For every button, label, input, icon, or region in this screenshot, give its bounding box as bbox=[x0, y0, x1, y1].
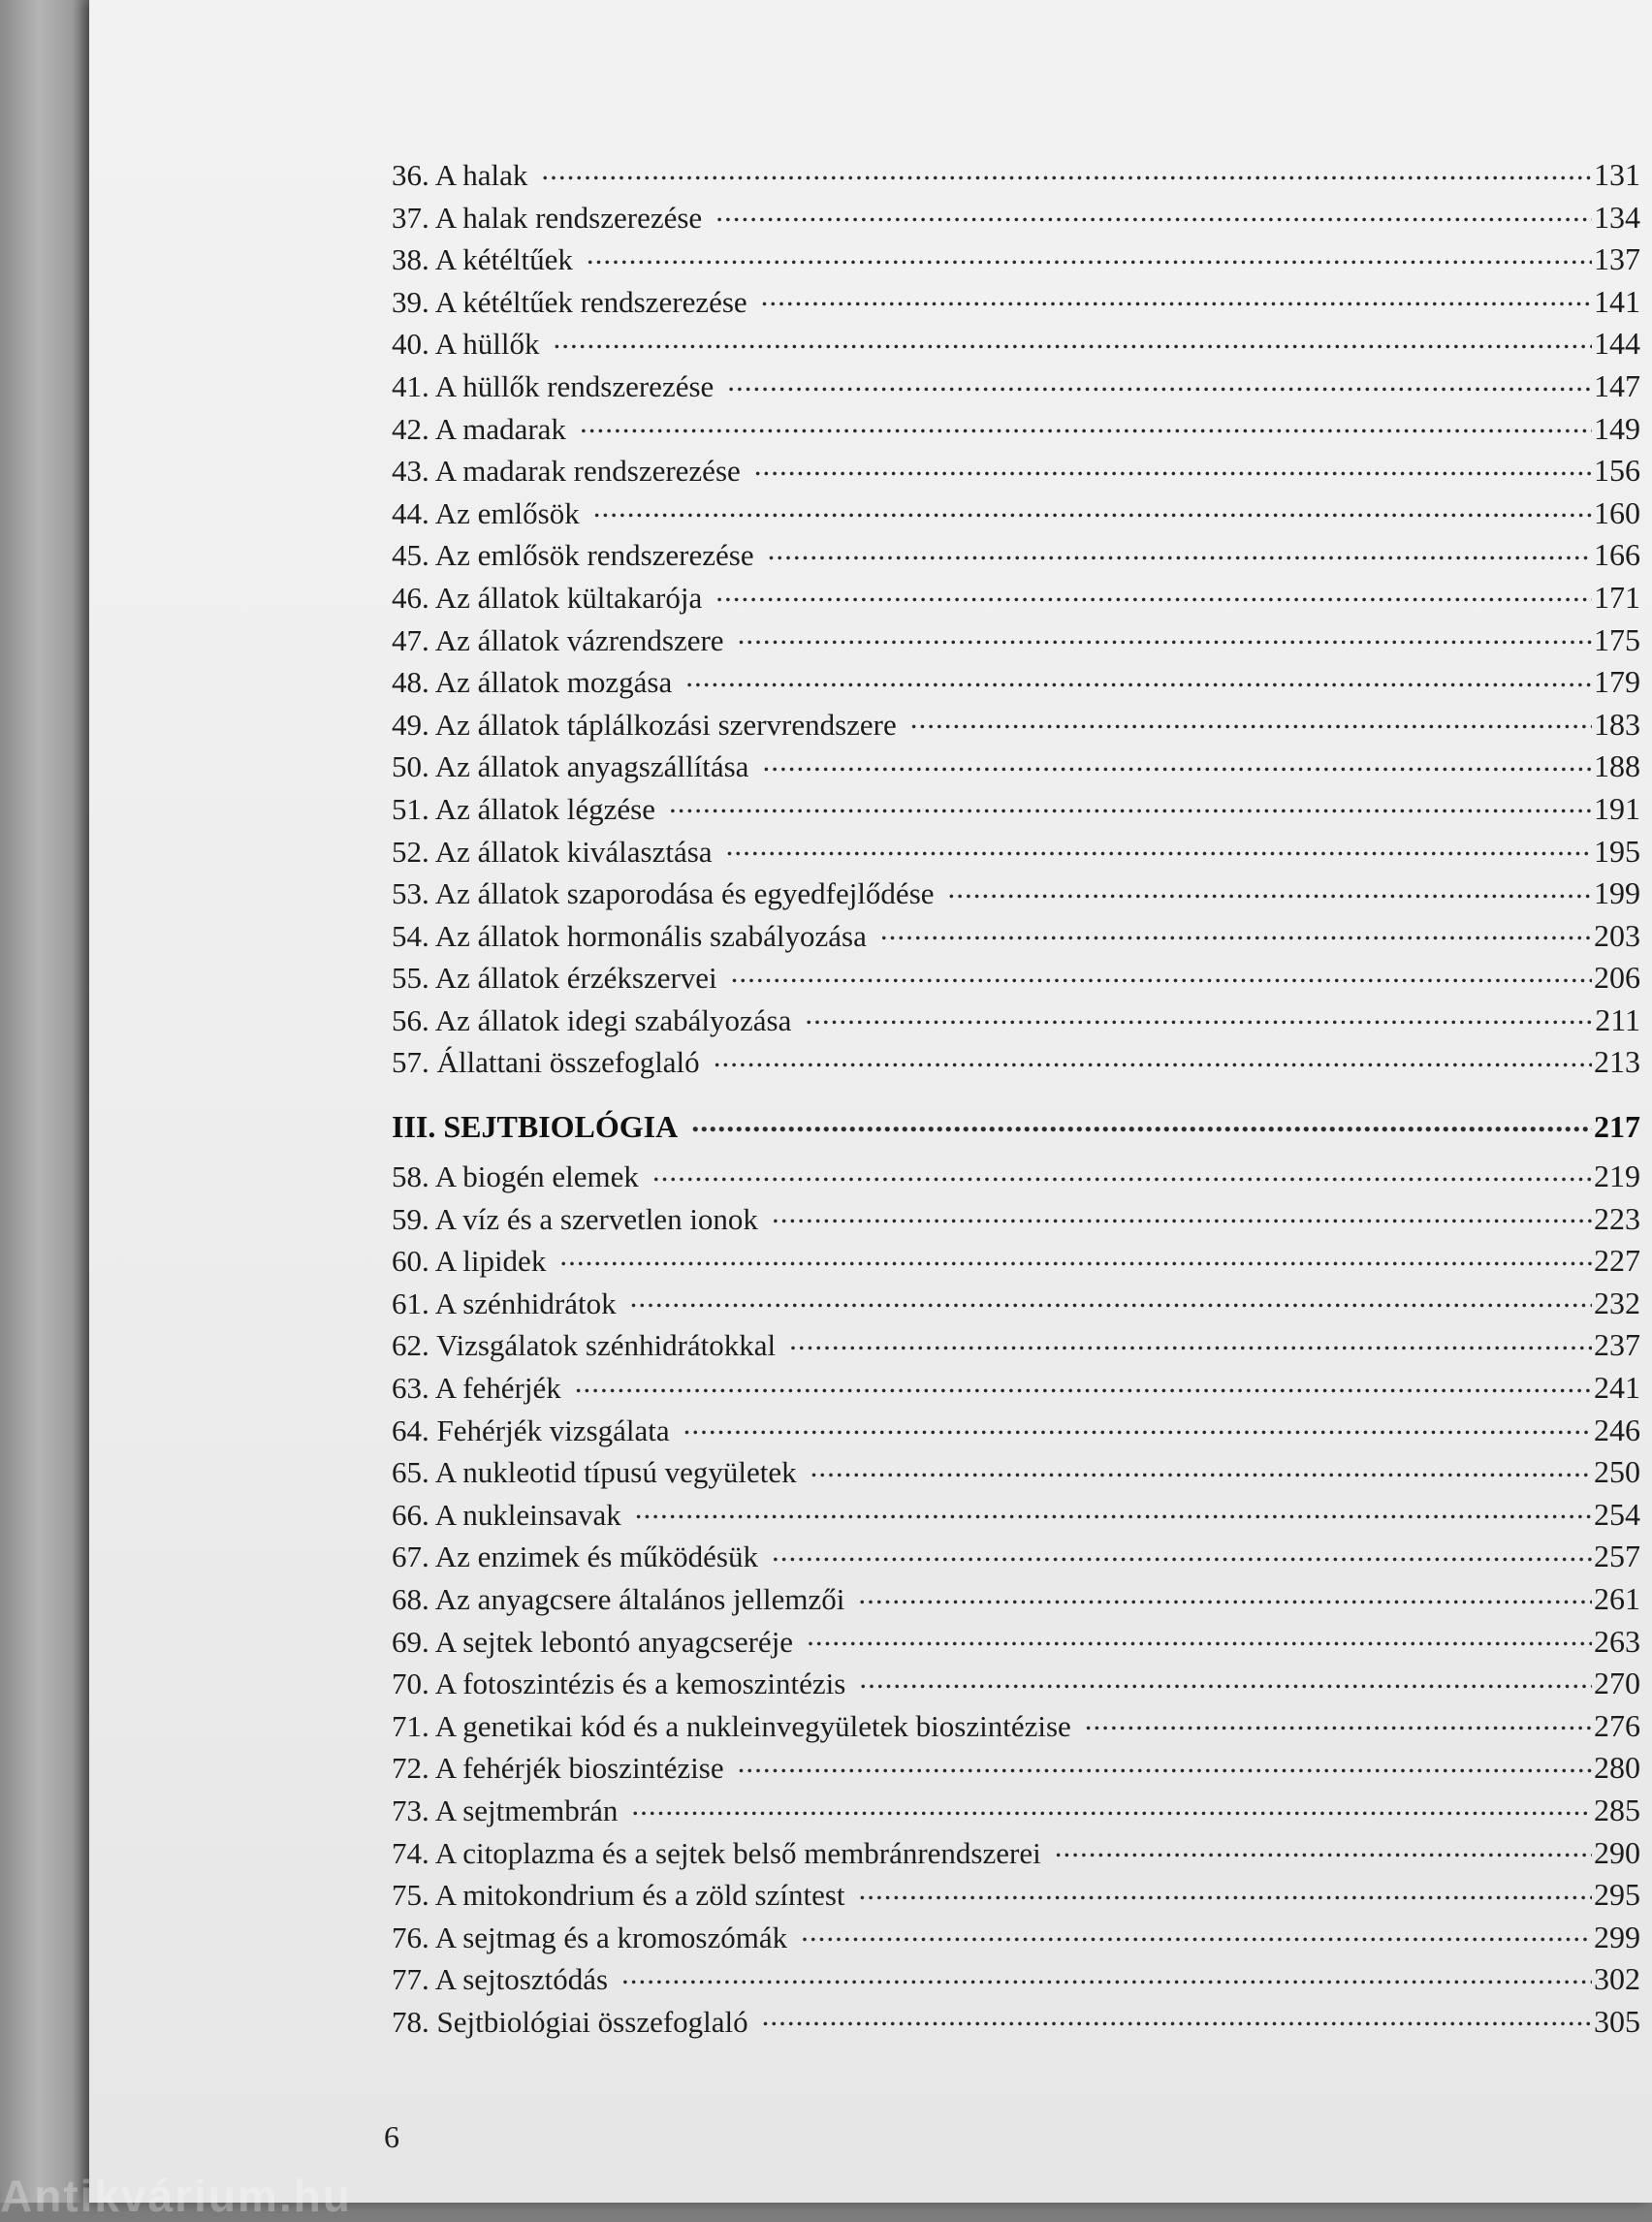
toc-list-cell-biology bbox=[392, 1157, 1640, 2044]
toc-entry bbox=[392, 1157, 1640, 1199]
toc-entry-page-number: 134 bbox=[1594, 199, 1640, 235]
dot-leader bbox=[553, 324, 1592, 354]
toc-entry-page-number: 257 bbox=[1594, 1539, 1640, 1574]
toc-entry-page-number: 302 bbox=[1594, 1961, 1640, 1997]
dot-leader bbox=[859, 1875, 1592, 1905]
toc-entry bbox=[392, 451, 1640, 493]
toc-entry-page-number: 290 bbox=[1594, 1834, 1640, 1870]
page-number: 6 bbox=[384, 2119, 399, 2154]
dot-leader bbox=[948, 873, 1592, 904]
toc-entry-title: 69. A sejtek lebontó anyagcseréje bbox=[392, 1624, 794, 1659]
toc-entry-page-number: 141 bbox=[1594, 283, 1640, 319]
toc-entry bbox=[392, 1537, 1640, 1579]
toc-entry bbox=[392, 1664, 1640, 1706]
dot-leader bbox=[858, 1579, 1592, 1609]
toc-entry-title: 48. Az állatok mozgása bbox=[392, 665, 673, 700]
toc-entry-title: 59. A víz és a szervetlen ionok bbox=[392, 1201, 758, 1236]
dot-leader bbox=[859, 1664, 1592, 1694]
toc-entry bbox=[392, 789, 1640, 832]
toc-entry-page-number: 195 bbox=[1594, 833, 1640, 869]
toc-entry-page-number: 171 bbox=[1594, 579, 1640, 615]
toc-entry bbox=[392, 535, 1640, 578]
toc-entry-page-number: 246 bbox=[1594, 1412, 1640, 1447]
toc-entry-title: 61. A szénhidrátok bbox=[392, 1286, 617, 1320]
toc-entry-page-number: 147 bbox=[1594, 367, 1640, 403]
toc-entry-page-number: 305 bbox=[1594, 2003, 1640, 2039]
toc-entry-title: 52. Az állatok kiválasztása bbox=[392, 834, 713, 869]
toc-entry-title: 47. Az állatok vázrendszere bbox=[392, 622, 724, 657]
toc-entry-page-number: 285 bbox=[1594, 1792, 1640, 1827]
toc-entry-title: 43. A madarak rendszerezése bbox=[392, 454, 741, 489]
toc-entry-page-number: 211 bbox=[1595, 1001, 1640, 1037]
dot-leader bbox=[738, 1748, 1592, 1778]
toc-entry bbox=[392, 1918, 1640, 1960]
toc-entry-page-number: 149 bbox=[1594, 410, 1640, 446]
toc-entry bbox=[392, 239, 1640, 282]
toc-entry-title: 51. Az állatok légzése bbox=[392, 791, 656, 826]
dot-leader bbox=[762, 746, 1592, 777]
toc-entry bbox=[392, 1622, 1640, 1665]
dot-leader bbox=[587, 239, 1592, 270]
dot-leader bbox=[805, 1000, 1593, 1031]
toc-entry bbox=[392, 1579, 1640, 1622]
dot-leader bbox=[772, 1537, 1592, 1567]
toc-entry bbox=[392, 1495, 1640, 1538]
dot-leader bbox=[621, 1959, 1592, 1989]
toc-entry-title: 42. A madarak bbox=[392, 411, 566, 446]
toc-entry-page-number: 166 bbox=[1594, 537, 1640, 573]
toc-entry-page-number: 280 bbox=[1594, 1750, 1640, 1786]
toc-entry bbox=[392, 1452, 1640, 1495]
dot-leader bbox=[691, 1106, 1592, 1137]
dot-leader bbox=[715, 578, 1592, 608]
toc-list-zoology bbox=[392, 155, 1640, 1085]
toc-entry-page-number: 261 bbox=[1594, 1581, 1640, 1616]
toc-entry bbox=[392, 1706, 1640, 1749]
toc-entry-title: 40. A hüllők bbox=[392, 327, 540, 362]
toc-entry-title: 66. A nukleinsavak bbox=[392, 1497, 621, 1532]
toc-entry-page-number: 299 bbox=[1594, 1919, 1640, 1954]
toc-entry-page-number: 276 bbox=[1594, 1707, 1640, 1743]
toc-entry-title: 72. A fehérjék bioszintézise bbox=[392, 1751, 724, 1786]
toc-entry-title: 45. Az emlősök rendszerezése bbox=[392, 538, 754, 573]
dot-leader bbox=[726, 832, 1592, 862]
toc-entry-title: 62. Vizsgálatok szénhidrátokkal bbox=[392, 1328, 777, 1363]
toc-entry-page-number: 232 bbox=[1594, 1285, 1640, 1320]
dot-leader bbox=[631, 1791, 1592, 1821]
toc-entry-title: 41. A hüllők rendszerezése bbox=[392, 368, 715, 403]
toc-entry bbox=[392, 1042, 1640, 1085]
dot-leader bbox=[652, 1157, 1592, 1187]
toc-entry-page-number: 213 bbox=[1594, 1044, 1640, 1080]
dot-leader bbox=[575, 1368, 1592, 1398]
toc-entry bbox=[392, 324, 1640, 366]
toc-entry-page-number: 175 bbox=[1594, 621, 1640, 657]
toc-entry-page-number: 179 bbox=[1594, 664, 1640, 700]
dot-leader bbox=[910, 705, 1592, 735]
dot-leader bbox=[762, 2002, 1592, 2032]
toc-entry-page-number: 131 bbox=[1594, 157, 1640, 192]
toc-entry-page-number: 254 bbox=[1594, 1496, 1640, 1532]
toc-entry bbox=[392, 662, 1640, 705]
toc-entry bbox=[392, 958, 1640, 1000]
toc-entry bbox=[392, 1411, 1640, 1453]
toc-entry-title: 39. A kétéltűek rendszerezése bbox=[392, 284, 747, 319]
toc-entry bbox=[392, 1833, 1640, 1876]
toc-entry-page-number: 188 bbox=[1594, 748, 1640, 784]
toc-entry bbox=[392, 832, 1640, 874]
toc-entry-title: 36. A halak bbox=[392, 158, 528, 192]
toc-entry-title: 49. Az állatok táplálkozási szervrendszere bbox=[392, 707, 897, 742]
toc-entry-page-number: 270 bbox=[1594, 1666, 1640, 1701]
dot-leader bbox=[559, 1241, 1592, 1271]
dot-leader bbox=[685, 662, 1592, 692]
dot-leader bbox=[1055, 1833, 1592, 1863]
toc-entry-title: 75. A mitokondrium és a zöld színtest bbox=[392, 1878, 845, 1913]
toc-entry bbox=[392, 1368, 1640, 1411]
toc-entry-title: 53. Az állatok szaporodása és egyedfejlődése bbox=[392, 876, 935, 911]
toc-entry-title: 76. A sejtmag és a kromoszómák bbox=[392, 1920, 788, 1954]
toc-entry-title: 70. A fotoszintézis és a kemoszintézis bbox=[392, 1666, 846, 1701]
toc-entry-page-number: 263 bbox=[1594, 1623, 1640, 1659]
dot-leader bbox=[714, 1042, 1592, 1072]
toc-entry bbox=[392, 409, 1640, 452]
toc-section-heading bbox=[392, 1106, 1640, 1157]
toc-entry-page-number: 295 bbox=[1594, 1877, 1640, 1913]
toc-entry-title: 77. A sejtosztódás bbox=[392, 1962, 609, 1997]
toc-entry bbox=[392, 282, 1640, 325]
toc-entry bbox=[392, 366, 1640, 409]
toc-entry bbox=[392, 1241, 1640, 1284]
dot-leader bbox=[880, 916, 1592, 946]
dot-leader bbox=[768, 535, 1592, 565]
toc-entry bbox=[392, 705, 1640, 747]
toc-entry bbox=[392, 1959, 1640, 2002]
toc-entry-page-number: 199 bbox=[1594, 875, 1640, 911]
toc-entry bbox=[392, 1791, 1640, 1833]
toc-entry bbox=[392, 916, 1640, 959]
toc-entry-page-number: 191 bbox=[1594, 790, 1640, 826]
section-page-number: 217 bbox=[1594, 1109, 1640, 1145]
dot-leader bbox=[754, 451, 1592, 481]
toc-entry-page-number: 206 bbox=[1594, 960, 1640, 996]
dot-leader bbox=[669, 789, 1592, 819]
toc-entry bbox=[392, 493, 1640, 536]
toc-entry-page-number: 144 bbox=[1594, 326, 1640, 362]
toc-entry-page-number: 241 bbox=[1594, 1370, 1640, 1406]
toc-entry-title: 44. Az emlősök bbox=[392, 495, 580, 530]
toc-entry-page-number: 219 bbox=[1594, 1159, 1640, 1194]
table-of-contents bbox=[392, 155, 1640, 2045]
toc-entry bbox=[392, 746, 1640, 789]
toc-entry bbox=[392, 155, 1640, 198]
toc-entry bbox=[392, 620, 1640, 663]
toc-entry-page-number: 137 bbox=[1594, 241, 1640, 277]
toc-entry-page-number: 227 bbox=[1594, 1243, 1640, 1279]
dot-leader bbox=[807, 1622, 1592, 1652]
toc-entry bbox=[392, 873, 1640, 916]
toc-entry bbox=[392, 1000, 1640, 1043]
dot-leader bbox=[801, 1918, 1592, 1948]
toc-entry-title: 67. Az enzimek és működésük bbox=[392, 1540, 758, 1574]
toc-entry-title: 78. Sejtbiológiai összefoglaló bbox=[392, 2004, 748, 2039]
dot-leader bbox=[580, 409, 1592, 439]
watermark: Antikvárium.hu bbox=[0, 2171, 352, 2221]
toc-entry-title: 50. Az állatok anyagszállítása bbox=[392, 749, 749, 784]
dot-leader bbox=[1085, 1706, 1592, 1736]
toc-entry bbox=[392, 1748, 1640, 1791]
toc-entry bbox=[392, 578, 1640, 620]
toc-entry bbox=[392, 1199, 1640, 1242]
dot-leader bbox=[541, 155, 1592, 185]
book-page bbox=[89, 0, 1652, 2203]
toc-entry-page-number: 160 bbox=[1594, 494, 1640, 530]
toc-entry-page-number: 223 bbox=[1594, 1200, 1640, 1236]
toc-entry-title: 38. A kétéltűek bbox=[392, 242, 573, 277]
dot-leader bbox=[683, 1411, 1592, 1441]
toc-entry bbox=[392, 2002, 1640, 2045]
section-title: III. SEJTBIOLÓGIA bbox=[392, 1109, 679, 1145]
toc-entry bbox=[392, 1284, 1640, 1326]
toc-entry-title: 57. Állattani összefoglaló bbox=[392, 1045, 700, 1080]
dot-leader bbox=[630, 1284, 1592, 1314]
toc-entry-page-number: 250 bbox=[1594, 1454, 1640, 1490]
dot-leader bbox=[772, 1199, 1592, 1229]
toc-entry bbox=[392, 1875, 1640, 1918]
toc-entry-title: 68. Az anyagcsere általános jellemzői bbox=[392, 1582, 845, 1616]
toc-entry-page-number: 183 bbox=[1594, 706, 1640, 742]
toc-entry-title: 56. Az állatok idegi szabályozása bbox=[392, 1002, 792, 1037]
toc-entry-page-number: 237 bbox=[1594, 1327, 1640, 1363]
toc-entry-title: 55. Az állatok érzékszervei bbox=[392, 961, 717, 996]
dot-leader bbox=[731, 958, 1592, 988]
toc-entry-title: 60. A lipidek bbox=[392, 1244, 547, 1279]
dot-leader bbox=[635, 1495, 1592, 1525]
toc-entry-title: 64. Fehérjék vizsgálata bbox=[392, 1413, 670, 1447]
toc-entry-title: 63. A fehérjék bbox=[392, 1371, 561, 1406]
toc-entry-title: 58. A biogén elemek bbox=[392, 1159, 639, 1194]
toc-entry-title: 71. A genetikai kód és a nukleinvegyületek bioszintézise bbox=[392, 1708, 1071, 1743]
toc-entry-title: 54. Az állatok hormonális szabályozása bbox=[392, 918, 867, 953]
toc-entry bbox=[392, 1325, 1640, 1368]
dot-leader bbox=[727, 366, 1592, 397]
toc-entry-title: 73. A sejtmembrán bbox=[392, 1793, 619, 1827]
toc-entry-page-number: 203 bbox=[1594, 917, 1640, 953]
toc-entry-title: 65. A nukleotid típusú vegyületek bbox=[392, 1455, 797, 1490]
dot-leader bbox=[810, 1452, 1592, 1482]
toc-entry-title: 46. Az állatok kültakarója bbox=[392, 580, 703, 615]
dot-leader bbox=[789, 1325, 1592, 1355]
toc-entry-title: 74. A citoplazma és a sejtek belső membránrendszerei bbox=[392, 1835, 1041, 1870]
toc-entry-page-number: 156 bbox=[1594, 453, 1640, 489]
dot-leader bbox=[593, 493, 1592, 524]
toc-entry bbox=[392, 198, 1640, 240]
toc-entry-title: 37. A halak rendszerezése bbox=[392, 200, 703, 235]
dot-leader bbox=[761, 282, 1592, 312]
dot-leader bbox=[715, 198, 1592, 228]
dot-leader bbox=[738, 620, 1592, 651]
